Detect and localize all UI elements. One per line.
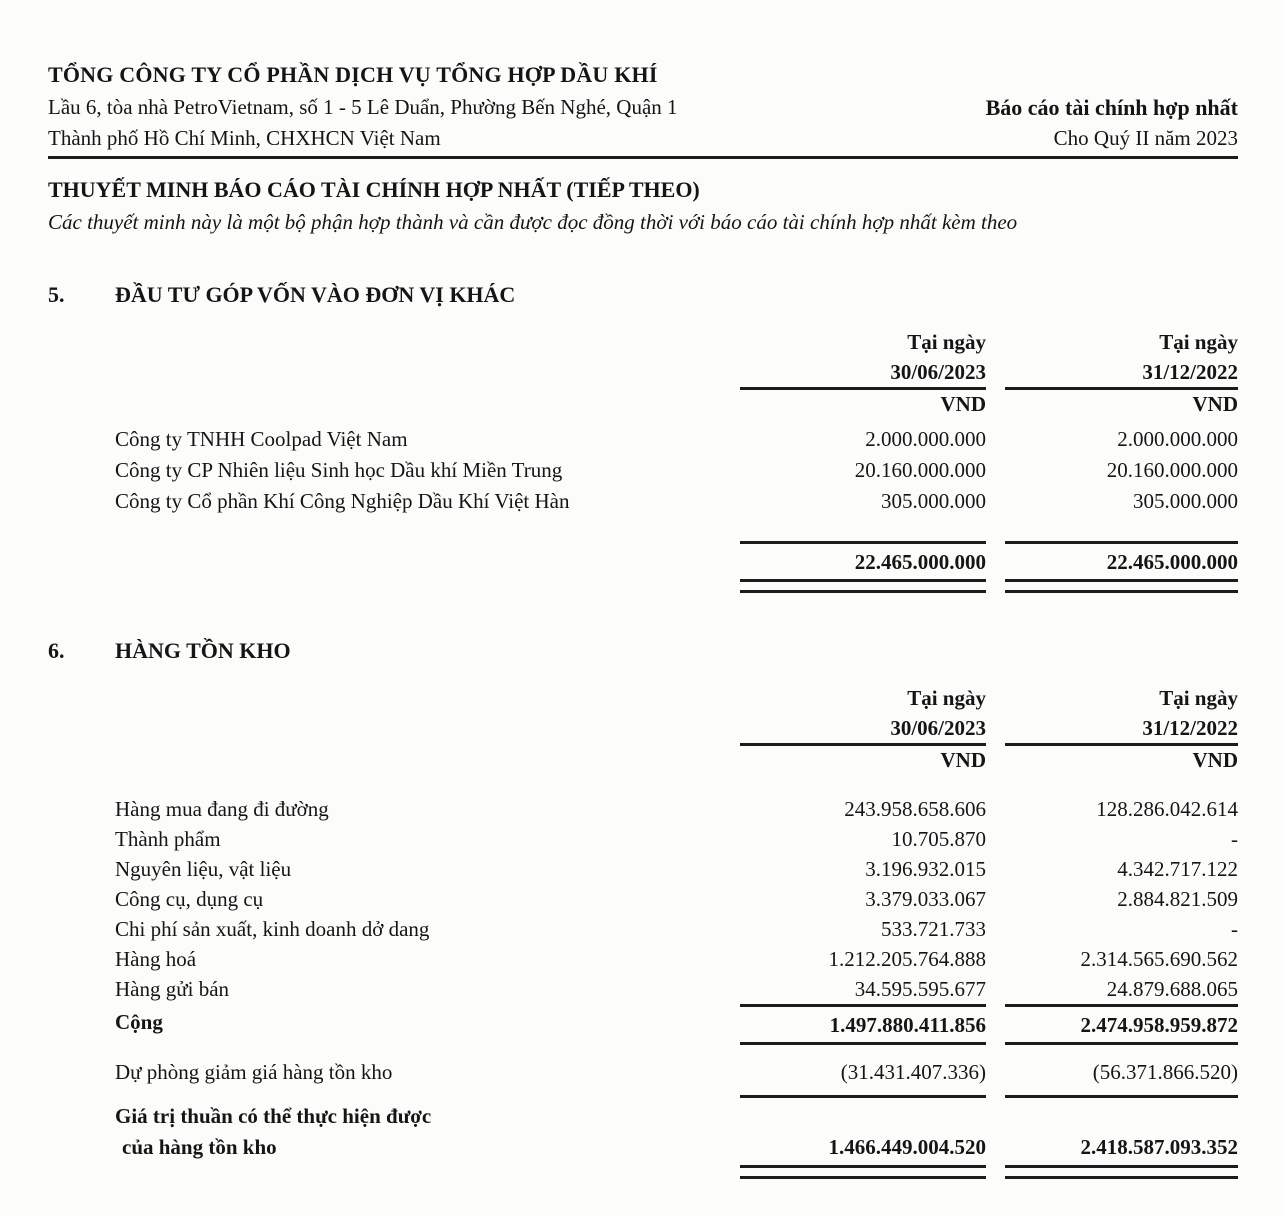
report-period: Cho Quý II năm 2023	[1053, 126, 1238, 150]
table-row	[48, 424, 1238, 455]
single-rule	[1005, 1095, 1238, 1099]
table-row	[48, 824, 1238, 854]
section5-heading	[48, 279, 1238, 311]
col1-header-unit: VND	[940, 748, 986, 772]
row-value-col1: 3.196.932.015	[865, 857, 986, 881]
table-header-row	[48, 683, 1238, 713]
section6-heading	[48, 635, 1238, 667]
table-header-row	[48, 327, 1238, 357]
col1-header-label: Tại ngày	[907, 330, 986, 354]
report-block	[986, 92, 1238, 154]
company-address-line2: Thành phố Hồ Chí Minh, CHXHCN Việt Nam	[48, 126, 441, 150]
table-row	[48, 794, 1238, 824]
single-rule	[740, 1095, 986, 1099]
net-value-col2: 2.418.587.093.352	[1080, 1135, 1238, 1159]
provision-row	[48, 1057, 1238, 1087]
section6-closing-rule	[48, 1163, 1238, 1179]
double-rule	[1005, 1165, 1238, 1179]
double-rule	[1005, 579, 1238, 593]
row-label: Hàng gửi bán	[115, 977, 230, 1001]
row-value-col2: -	[1231, 827, 1238, 851]
section5-table-header	[48, 327, 1238, 418]
col1-header-date: 30/06/2023	[740, 357, 986, 390]
row-value-col2: 20.160.000.000	[1106, 458, 1238, 482]
table-row	[48, 455, 1238, 486]
row-value-col1: 3.379.033.067	[865, 887, 986, 911]
row-value-col2: 2.000.000.000	[1117, 427, 1238, 451]
section5-total-row	[48, 541, 1238, 577]
section6-title: HÀNG TỒN KHO	[115, 638, 291, 663]
row-value-col1: 243.958.658.606	[844, 797, 986, 821]
net-top-rule	[48, 1095, 1238, 1099]
row-value-col1: 34.595.595.677	[854, 977, 986, 1001]
section6-total-row	[48, 1004, 1238, 1045]
company-address-line1: Lầu 6, tòa nhà PetroVietnam, số 1 - 5 Lê Duẩn, Phường Bến Nghé, Quận 1	[48, 95, 678, 119]
net-value-col1: 1.466.449.004.520	[828, 1135, 986, 1159]
section5-title: ĐẦU TƯ GÓP VỐN VÀO ĐƠN VỊ KHÁC	[115, 282, 516, 307]
row-label: Dự phòng giảm giá hàng tồn kho	[115, 1060, 393, 1084]
table-header-row	[48, 357, 1238, 390]
row-label: Công cụ, dụng cụ	[115, 887, 264, 911]
section6-table-header	[48, 683, 1238, 774]
table-header-row	[48, 713, 1238, 746]
section5-number: 5.	[48, 282, 65, 307]
table-row	[48, 884, 1238, 914]
col2-header-date: 31/12/2022	[1005, 713, 1238, 746]
section5-table-body	[48, 424, 1238, 517]
col2-header-date: 31/12/2022	[1005, 357, 1238, 390]
table-row	[48, 944, 1238, 974]
section6-number: 6.	[48, 638, 65, 663]
row-label: Thành phẩm	[115, 827, 221, 851]
company-block	[48, 58, 678, 154]
row-label: Công ty CP Nhiên liệu Sinh học Dầu khí Miền Trung	[115, 458, 563, 482]
notes-header	[48, 173, 1238, 239]
row-value-col2: (56.371.866.520)	[1092, 1060, 1238, 1084]
row-label: Công ty TNHH Coolpad Việt Nam	[115, 427, 408, 451]
total-value-col2: 22.465.000.000	[1005, 541, 1238, 577]
total-value-col1: 1.497.880.411.856	[740, 1004, 986, 1045]
table-header-row	[48, 746, 1238, 774]
row-value-col2: 128.286.042.614	[1096, 797, 1238, 821]
total-value-col2: 2.474.958.959.872	[1005, 1004, 1238, 1045]
row-value-col2: 24.879.688.065	[1106, 977, 1238, 1001]
net-label-line1: Giá trị thuần có thể thực hiện được	[115, 1104, 432, 1128]
col1-header-unit: VND	[940, 392, 986, 416]
row-value-col2: -	[1231, 917, 1238, 941]
double-rule	[740, 579, 986, 593]
company-name: TỔNG CÔNG TY CỔ PHẦN DỊCH VỤ TỔNG HỢP DẦU KHÍ	[48, 62, 658, 87]
row-value-col1: 533.721.733	[881, 917, 986, 941]
row-value-col1: 10.705.870	[891, 827, 986, 851]
col2-header-unit: VND	[1192, 392, 1238, 416]
row-value-col2: 2.884.821.509	[1117, 887, 1238, 911]
letterhead	[48, 58, 1238, 154]
table-row	[48, 854, 1238, 884]
row-value-col2: 2.314.565.690.562	[1080, 947, 1238, 971]
table-row	[48, 914, 1238, 944]
col1-header-date: 30/06/2023	[740, 713, 986, 746]
row-label: Hàng mua đang đi đường	[115, 797, 329, 821]
total-value-col1: 22.465.000.000	[740, 541, 986, 577]
row-value-col1: 305.000.000	[881, 489, 986, 513]
report-title: Báo cáo tài chính hợp nhất	[985, 95, 1238, 120]
double-rule	[740, 1165, 986, 1179]
row-label: Công ty Cổ phần Khí Công Nghiệp Dầu Khí Việt Hàn	[115, 489, 570, 513]
row-value-col1: 2.000.000.000	[865, 427, 986, 451]
row-value-col2: 4.342.717.122	[1117, 857, 1238, 881]
section6-table-body	[48, 794, 1238, 1004]
row-label: Chi phí sản xuất, kinh doanh dở dang	[115, 917, 430, 941]
net-label-line2: của hàng tồn kho	[122, 1135, 277, 1159]
notes-subtitle: Các thuyết minh này là một bộ phận hợp thành và cần được đọc đồng thời với báo cáo tài chính hợp nhất kèm theo	[48, 210, 1018, 234]
section5-closing-rule	[48, 577, 1238, 593]
table-row	[48, 486, 1238, 517]
row-label: Hàng hoá	[115, 947, 197, 971]
net-value-row	[48, 1132, 1238, 1163]
row-value-col1: 1.212.205.764.888	[828, 947, 986, 971]
col2-header-unit: VND	[1192, 748, 1238, 772]
col1-header-label: Tại ngày	[907, 686, 986, 710]
net-label-row1	[48, 1101, 1238, 1132]
table-row	[48, 974, 1238, 1004]
col2-header-label: Tại ngày	[1159, 330, 1238, 354]
total-label: Cộng	[115, 1010, 163, 1034]
row-value-col1: 20.160.000.000	[854, 458, 986, 482]
row-value-col2: 305.000.000	[1133, 489, 1238, 513]
table-header-row	[48, 390, 1238, 418]
row-value-col1: (31.431.407.336)	[840, 1060, 986, 1084]
notes-title: THUYẾT MINH BÁO CÁO TÀI CHÍNH HỢP NHẤT (TIẾP THEO)	[48, 177, 700, 202]
header-divider	[48, 156, 1238, 159]
col2-header-label: Tại ngày	[1159, 686, 1238, 710]
row-label: Nguyên liệu, vật liệu	[115, 857, 292, 881]
